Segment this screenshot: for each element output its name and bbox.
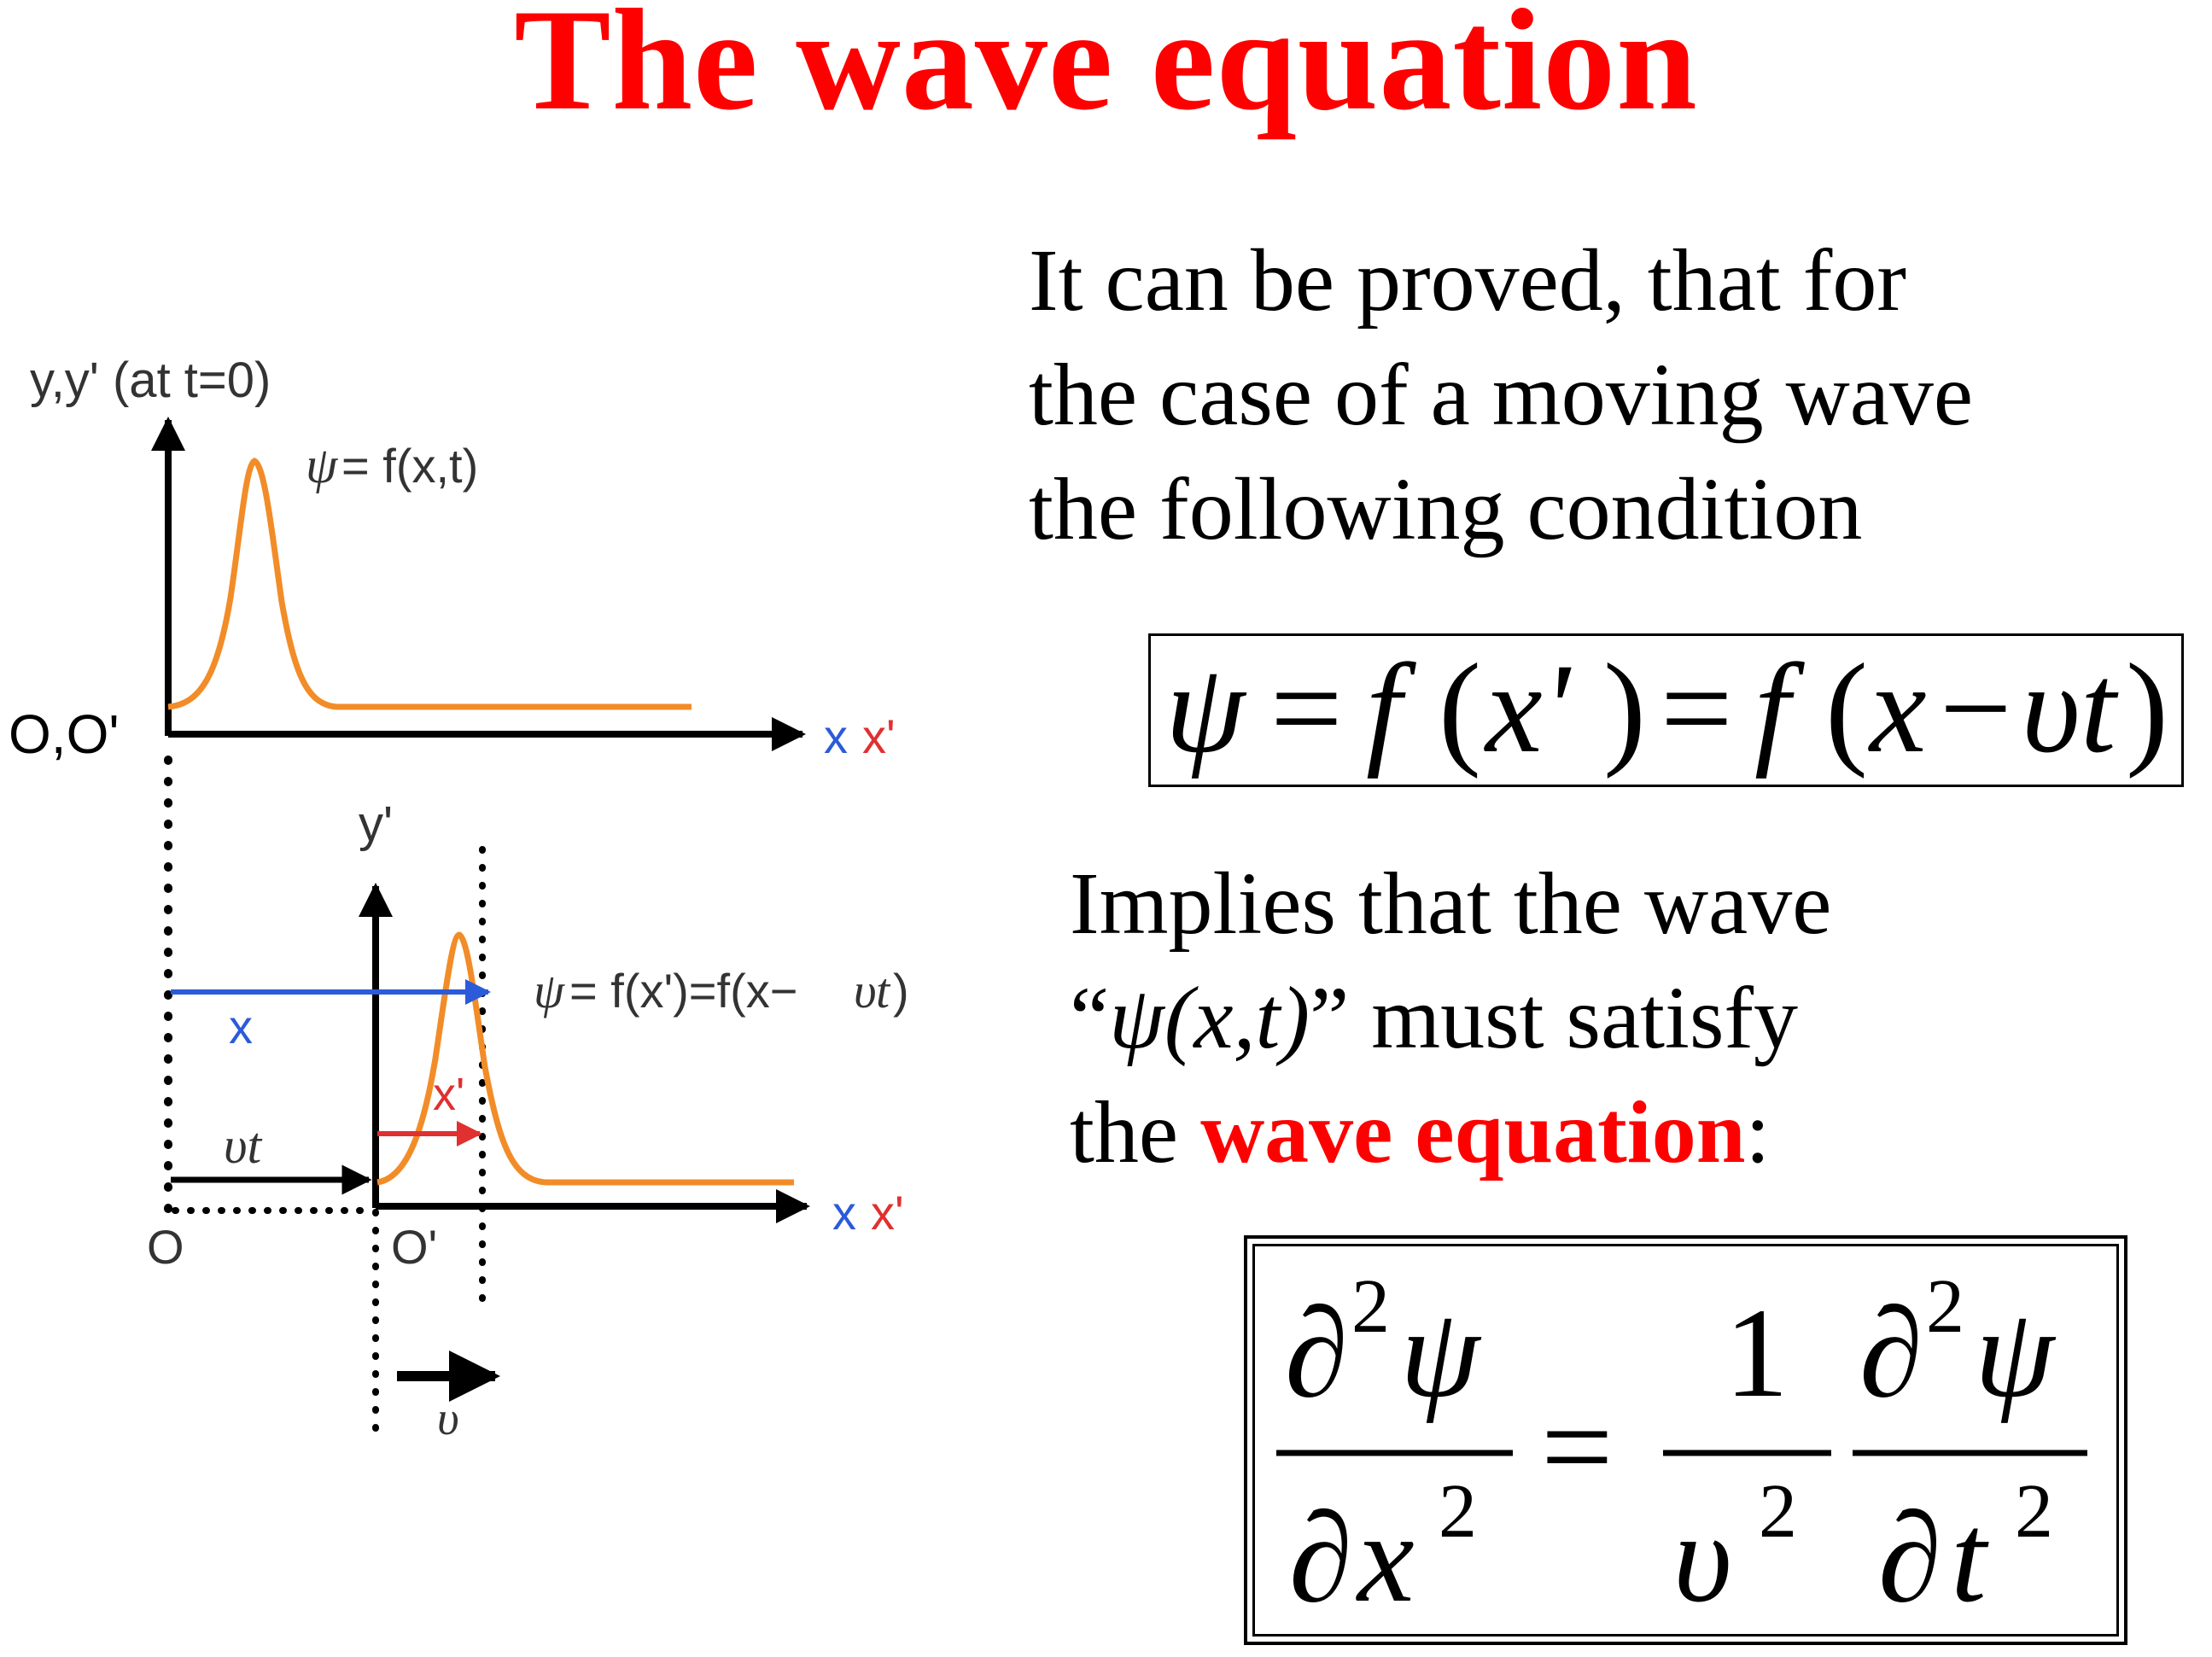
condition-equation	[1165, 638, 2168, 779]
bottom-psi-symbol: ψ	[534, 963, 565, 1018]
bottom-curve-label	[534, 963, 909, 1018]
coef-den-var: υ	[1673, 1487, 1732, 1629]
top-psi-symbol: ψ	[306, 437, 338, 493]
top-axis-label: y,y' (at t=0)	[30, 353, 271, 408]
diagram-top-panel	[9, 353, 896, 765]
the-text: the	[1070, 1083, 1201, 1181]
psi-arguments: (x,t)	[1164, 969, 1310, 1067]
x-arrow-label: x	[229, 1000, 253, 1053]
bottom-xprime-label: x'	[871, 1186, 904, 1240]
lhs-num-partial: ∂	[1285, 1282, 1349, 1424]
top-curve-label: = f(x,t)	[341, 439, 479, 493]
eq-xprime: x'	[1485, 638, 1570, 779]
origin-oprime-label: O'	[391, 1220, 438, 1274]
bottom-curve-label-t: t	[876, 963, 890, 1018]
eq-vt: υt	[2022, 638, 2116, 779]
wave-equation-highlight: wave equation	[1200, 1083, 1746, 1181]
top-origin-label: O,O'	[9, 703, 120, 765]
implies-line-1: Implies that the wave	[1070, 855, 1832, 953]
intro-line-3: the following condition	[1029, 460, 1863, 558]
psi-symbol: ψ	[1109, 969, 1164, 1067]
eq-equals-2: =	[1660, 638, 1733, 779]
origin-o-label: O	[147, 1220, 184, 1274]
velocity-label: υ	[437, 1392, 459, 1445]
wave-equation	[1276, 1264, 2087, 1629]
coef-den-exp: 2	[1759, 1469, 1797, 1554]
must-satisfy-text: ” must satisfy	[1310, 969, 1799, 1067]
top-xprime-label: x'	[862, 709, 896, 763]
rhs-num-psi: ψ	[1975, 1282, 2055, 1424]
lhs-num-exp: 2	[1351, 1264, 1390, 1349]
coef-num: 1	[1725, 1282, 1789, 1424]
rhs-num-exp: 2	[1926, 1264, 1964, 1349]
eq-f-1: f	[1366, 638, 1402, 779]
slide-title: The wave equation	[514, 0, 1698, 140]
intro-line-2: the case of a moving wave	[1029, 346, 1974, 444]
bottom-curve-label-b: )	[893, 964, 909, 1018]
intro-line-1: It can be proved, that for	[1029, 231, 1907, 330]
eq-equals-1: =	[1270, 638, 1343, 779]
bottom-x-label: x	[832, 1186, 856, 1240]
rhs-den-exp: 2	[2015, 1469, 2053, 1554]
xprime-arrow-label: x'	[433, 1069, 465, 1120]
wave-eq-equals: =	[1541, 1376, 1614, 1518]
colon-text: :	[1745, 1083, 1771, 1181]
rhs-den-var: t	[1951, 1487, 1987, 1629]
eq-psi: ψ	[1165, 638, 1246, 779]
bottom-curve-label-v: υ	[854, 963, 877, 1018]
rhs-den-partial: ∂	[1878, 1487, 1942, 1629]
top-x-label: x	[824, 709, 848, 763]
lhs-den-partial: ∂	[1289, 1487, 1353, 1629]
lhs-den-exp: 2	[1439, 1469, 1477, 1554]
eq-lparen-2: (	[1825, 638, 1868, 779]
eq-minus: −	[1940, 638, 2012, 779]
eq-lparen-1: (	[1439, 638, 1481, 779]
vt-label: υt	[224, 1117, 262, 1174]
bottom-axis-label: y'	[359, 796, 394, 852]
eq-x: x	[1870, 638, 1927, 779]
top-pulse-curve	[168, 461, 692, 707]
lhs-num-psi: ψ	[1400, 1282, 1480, 1424]
lhs-den-var: x	[1357, 1487, 1415, 1629]
bottom-curve-label-a: = f(x')=f(x−	[569, 964, 798, 1018]
eq-f-2: f	[1754, 638, 1790, 779]
diagram-bottom-panel	[147, 796, 909, 1445]
eq-rparen-1: )	[1603, 638, 1646, 779]
open-quote: “	[1070, 969, 1110, 1067]
eq-rparen-2: )	[2126, 638, 2168, 779]
rhs-num-partial: ∂	[1859, 1282, 1923, 1424]
